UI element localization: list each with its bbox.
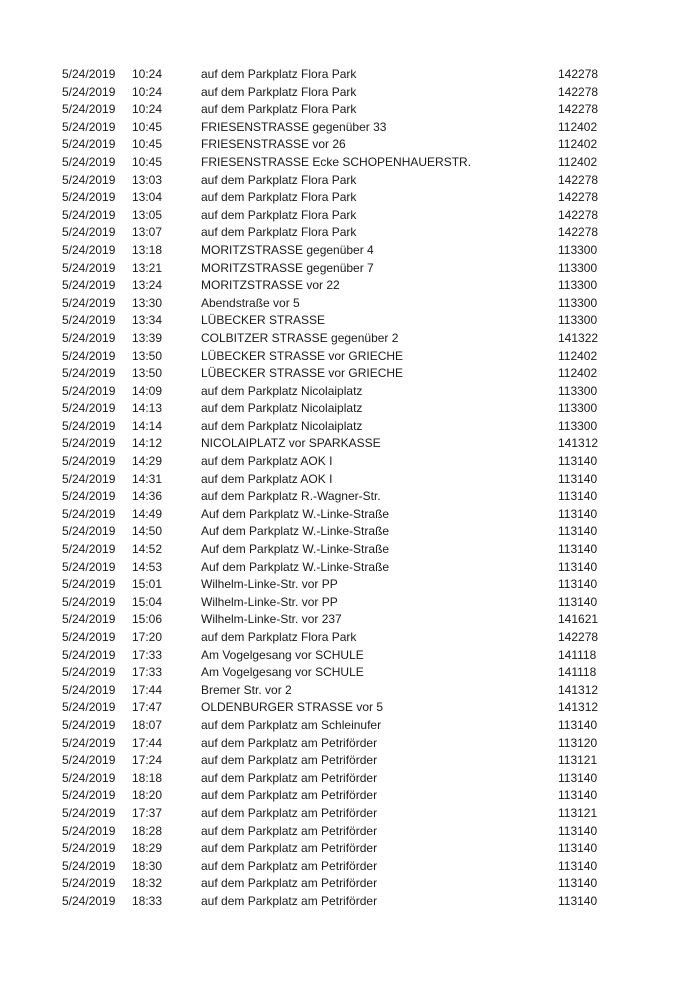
date-cell: 5/24/2019 [62, 242, 116, 257]
time-cell: 18:07 [132, 717, 163, 732]
time-cell: 14:09 [132, 383, 163, 398]
table-row [62, 647, 622, 665]
table-row [62, 365, 622, 383]
time-cell: 13:39 [132, 330, 163, 345]
time-cell: 18:33 [132, 893, 163, 908]
location-cell: auf dem Parkplatz Flora Park [201, 225, 357, 240]
table-row [62, 488, 622, 506]
code-cell: 113140 [558, 471, 598, 486]
table-row [62, 875, 622, 893]
location-cell: Wilhelm-Linke-Str. vor PP [201, 594, 338, 609]
date-cell: 5/24/2019 [62, 278, 116, 293]
date-cell: 5/24/2019 [62, 401, 116, 416]
location-cell: LÜBECKER STRASSE vor GRIECHE [201, 348, 404, 363]
location-cell: auf dem Parkplatz Nicolaiplatz [201, 383, 363, 398]
table-row [62, 523, 622, 541]
location-cell: auf dem Parkplatz Flora Park [201, 190, 357, 205]
table-row [62, 770, 622, 788]
location-cell: auf dem Parkplatz Flora Park [201, 630, 357, 644]
table-row [62, 805, 622, 823]
date-cell: 5/24/2019 [62, 594, 116, 609]
code-cell: 113300 [558, 278, 598, 293]
table-row [62, 418, 622, 436]
table-row [62, 629, 622, 647]
location-cell: COLBITZER STRASSE gegenüber 2 [201, 330, 399, 345]
date-cell: 5/24/2019 [62, 700, 116, 715]
table-row [62, 84, 622, 102]
time-cell: 13:24 [132, 278, 163, 293]
date-cell: 5/24/2019 [62, 67, 116, 81]
date-cell: 5/24/2019 [62, 577, 116, 592]
time-cell: 10:45 [132, 119, 163, 134]
table-row [62, 101, 622, 119]
date-cell: 5/24/2019 [62, 559, 116, 574]
table-row [62, 348, 622, 366]
location-cell: auf dem Parkplatz Flora Park [201, 172, 357, 187]
time-cell: 13:04 [132, 190, 163, 205]
location-cell: auf dem Parkplatz R.-Wagner-Str. [201, 489, 381, 504]
time-cell: 13:50 [132, 348, 163, 363]
table-row [62, 823, 622, 841]
location-cell: auf dem Parkplatz am Schleinufer [201, 717, 382, 732]
date-cell: 5/24/2019 [62, 454, 116, 469]
table-row [62, 541, 622, 559]
table-row [62, 453, 622, 471]
date-cell: 5/24/2019 [62, 805, 116, 820]
code-cell: 113140 [558, 559, 598, 574]
time-cell: 14:53 [132, 559, 163, 574]
time-cell: 14:36 [132, 489, 163, 504]
time-cell: 10:24 [132, 67, 163, 81]
date-cell: 5/24/2019 [62, 876, 116, 891]
time-cell: 13:34 [132, 313, 163, 328]
location-cell: auf dem Parkplatz Flora Park [201, 102, 357, 117]
date-cell: 5/24/2019 [62, 436, 116, 451]
location-cell: OLDENBURGER STRASSE vor 5 [201, 700, 384, 715]
time-cell: 14:12 [132, 436, 163, 451]
time-cell: 15:04 [132, 594, 163, 609]
location-cell: auf dem Parkplatz Nicolaiplatz [201, 401, 363, 416]
location-cell: Wilhelm-Linke-Str. vor 237 [201, 612, 342, 627]
code-cell: 141322 [558, 330, 599, 345]
table-row [62, 858, 622, 876]
records-table [62, 66, 622, 911]
code-cell: 113140 [558, 524, 598, 539]
table-row [62, 224, 622, 242]
code-cell: 141621 [558, 612, 599, 627]
table-row [62, 893, 622, 911]
location-cell: auf dem Parkplatz am Petriförder [201, 893, 378, 908]
time-cell: 13:21 [132, 260, 163, 275]
date-cell: 5/24/2019 [62, 154, 116, 169]
time-cell: 14:14 [132, 418, 163, 433]
table-row [62, 260, 622, 278]
code-cell: 113121 [558, 805, 598, 820]
date-cell: 5/24/2019 [62, 858, 116, 873]
code-cell: 113140 [558, 577, 598, 592]
table-row [62, 435, 622, 453]
time-cell: 18:20 [132, 788, 163, 803]
code-cell: 113140 [558, 876, 598, 891]
table-row [62, 752, 622, 770]
date-cell: 5/24/2019 [62, 788, 116, 803]
location-cell: auf dem Parkplatz Flora Park [201, 207, 357, 222]
code-cell: 113140 [558, 788, 598, 803]
location-cell: auf dem Parkplatz am Petriförder [201, 805, 378, 820]
time-cell: 18:30 [132, 858, 163, 873]
table-row [62, 717, 622, 735]
time-cell: 17:33 [132, 647, 163, 662]
date-cell: 5/24/2019 [62, 330, 116, 345]
location-cell: FRIESENSTRASSE Ecke SCHOPENHAUERSTR. [201, 154, 472, 169]
table-row [62, 295, 622, 313]
table-row [62, 735, 622, 753]
code-cell: 113140 [558, 893, 598, 908]
time-cell: 18:18 [132, 770, 163, 785]
time-cell: 18:29 [132, 841, 163, 856]
code-cell: 113140 [558, 489, 598, 504]
date-cell: 5/24/2019 [62, 647, 116, 662]
location-cell: auf dem Parkplatz am Petriförder [201, 770, 378, 785]
time-cell: 13:30 [132, 295, 163, 310]
time-cell: 17:47 [132, 700, 163, 715]
time-cell: 10:45 [132, 137, 163, 152]
code-cell: 113300 [558, 242, 598, 257]
date-cell: 5/24/2019 [62, 506, 116, 521]
time-cell: 14:50 [132, 524, 163, 539]
location-cell: Auf dem Parkplatz W.-Linke-Straße [201, 559, 390, 574]
time-cell: 13:18 [132, 242, 163, 257]
table-row [62, 594, 622, 612]
date-cell: 5/24/2019 [62, 102, 116, 117]
location-cell: auf dem Parkplatz AOK I [201, 471, 333, 486]
time-cell: 13:07 [132, 225, 163, 240]
location-cell: auf dem Parkplatz Flora Park [201, 67, 357, 81]
table-row [62, 699, 622, 717]
code-cell: 141312 [558, 682, 599, 697]
time-cell: 17:44 [132, 735, 163, 750]
date-cell: 5/24/2019 [62, 348, 116, 363]
code-cell: 113300 [558, 313, 598, 328]
date-cell: 5/24/2019 [62, 383, 116, 398]
location-cell: NICOLAIPLATZ vor SPARKASSE [201, 436, 381, 451]
location-cell: FRIESENSTRASSE vor 26 [201, 137, 346, 152]
time-cell: 13:50 [132, 366, 163, 381]
date-cell: 5/24/2019 [62, 225, 116, 240]
time-cell: 17:37 [132, 805, 163, 820]
table-row [62, 400, 622, 418]
time-cell: 14:52 [132, 542, 163, 557]
location-cell: auf dem Parkplatz am Petriförder [201, 788, 378, 803]
code-cell: 141118 [558, 647, 597, 662]
code-cell: 141118 [558, 665, 597, 680]
code-cell: 142278 [558, 190, 599, 205]
table-row [62, 611, 622, 629]
location-cell: LÜBECKER STRASSE vor GRIECHE [201, 366, 404, 381]
code-cell: 142278 [558, 225, 599, 240]
location-cell: auf dem Parkplatz am Petriförder [201, 841, 378, 856]
location-cell: Am Vogelgesang vor SCHULE [201, 665, 364, 680]
date-cell: 5/24/2019 [62, 489, 116, 504]
date-cell: 5/24/2019 [62, 84, 116, 99]
table-row [62, 383, 622, 401]
code-cell: 113120 [558, 735, 598, 750]
time-cell: 18:28 [132, 823, 163, 838]
table-row [62, 277, 622, 295]
date-cell: 5/24/2019 [62, 119, 116, 134]
date-cell: 5/24/2019 [62, 682, 116, 697]
code-cell: 113140 [558, 594, 598, 609]
table-row [62, 664, 622, 682]
code-cell: 113140 [558, 717, 598, 732]
time-cell: 17:24 [132, 753, 163, 768]
code-cell: 112402 [558, 366, 598, 381]
date-cell: 5/24/2019 [62, 770, 116, 785]
code-cell: 113300 [558, 260, 598, 275]
table-row [62, 787, 622, 805]
time-cell: 15:01 [132, 577, 163, 592]
code-cell: 113140 [558, 841, 598, 856]
time-cell: 17:20 [132, 630, 163, 644]
code-cell: 113140 [558, 542, 598, 557]
location-cell: Auf dem Parkplatz W.-Linke-Straße [201, 524, 390, 539]
location-cell: Auf dem Parkplatz W.-Linke-Straße [201, 542, 390, 557]
date-cell: 5/24/2019 [62, 366, 116, 381]
time-cell: 14:13 [132, 401, 163, 416]
time-cell: 13:03 [132, 172, 163, 187]
code-cell: 142278 [558, 84, 599, 99]
table-row [62, 154, 622, 172]
code-cell: 113140 [558, 506, 598, 521]
table-row [62, 330, 622, 348]
location-cell: LÜBECKER STRASSE [201, 313, 326, 328]
location-cell: auf dem Parkplatz am Petriförder [201, 735, 378, 750]
location-cell: auf dem Parkplatz am Petriförder [201, 876, 378, 891]
table-row [62, 576, 622, 594]
table-row [62, 119, 622, 137]
code-cell: 113300 [558, 383, 598, 398]
code-cell: 112402 [558, 154, 598, 169]
code-cell: 113300 [558, 295, 598, 310]
time-cell: 14:49 [132, 506, 163, 521]
date-cell: 5/24/2019 [62, 823, 116, 838]
table-row [62, 471, 622, 489]
location-cell: auf dem Parkplatz Nicolaiplatz [201, 418, 363, 433]
date-cell: 5/24/2019 [62, 630, 116, 644]
code-cell: 113140 [558, 858, 598, 873]
date-cell: 5/24/2019 [62, 260, 116, 275]
time-cell: 10:24 [132, 102, 163, 117]
location-cell: auf dem Parkplatz am Petriförder [201, 858, 378, 873]
code-cell: 112402 [558, 348, 598, 363]
table-row [62, 189, 622, 207]
time-cell: 14:31 [132, 471, 163, 486]
time-cell: 14:29 [132, 454, 163, 469]
date-cell: 5/24/2019 [62, 190, 116, 205]
code-cell: 113300 [558, 401, 598, 416]
location-cell: Abendstraße vor 5 [201, 295, 300, 310]
date-cell: 5/24/2019 [62, 313, 116, 328]
location-cell: auf dem Parkplatz am Petriförder [201, 823, 378, 838]
date-cell: 5/24/2019 [62, 753, 116, 768]
time-cell: 17:44 [132, 682, 163, 697]
location-cell: MORITZSTRASSE vor 22 [201, 278, 340, 293]
date-cell: 5/24/2019 [62, 841, 116, 856]
time-cell: 17:33 [132, 665, 163, 680]
table-row [62, 242, 622, 260]
time-cell: 15:06 [132, 612, 163, 627]
location-cell: auf dem Parkplatz AOK I [201, 454, 333, 469]
location-cell: FRIESENSTRASSE gegenüber 33 [201, 119, 387, 134]
date-cell: 5/24/2019 [62, 542, 116, 557]
location-cell: MORITZSTRASSE gegenüber 7 [201, 260, 374, 275]
time-cell: 18:32 [132, 876, 163, 891]
code-cell: 113121 [558, 753, 598, 768]
location-cell: Auf dem Parkplatz W.-Linke-Straße [201, 506, 390, 521]
date-cell: 5/24/2019 [62, 207, 116, 222]
code-cell: 141312 [558, 700, 599, 715]
code-cell: 142278 [558, 630, 599, 644]
code-cell: 112402 [558, 119, 598, 134]
code-cell: 142278 [558, 172, 599, 187]
date-cell: 5/24/2019 [62, 612, 116, 627]
location-cell: Am Vogelgesang vor SCHULE [201, 647, 364, 662]
code-cell: 112402 [558, 137, 598, 152]
table-row [62, 207, 622, 225]
time-cell: 13:05 [132, 207, 163, 222]
code-cell: 142278 [558, 67, 599, 81]
time-cell: 10:24 [132, 84, 163, 99]
location-cell: Wilhelm-Linke-Str. vor PP [201, 577, 338, 592]
table-row [62, 66, 622, 84]
code-cell: 113140 [558, 823, 598, 838]
code-cell: 113140 [558, 770, 598, 785]
location-cell: auf dem Parkplatz Flora Park [201, 84, 357, 99]
location-cell: auf dem Parkplatz am Petriförder [201, 753, 378, 768]
table-row [62, 682, 622, 700]
table-row [62, 172, 622, 190]
code-cell: 113300 [558, 418, 598, 433]
date-cell: 5/24/2019 [62, 735, 116, 750]
date-cell: 5/24/2019 [62, 717, 116, 732]
date-cell: 5/24/2019 [62, 295, 116, 310]
date-cell: 5/24/2019 [62, 665, 116, 680]
code-cell: 113140 [558, 454, 598, 469]
code-cell: 142278 [558, 102, 599, 117]
date-cell: 5/24/2019 [62, 471, 116, 486]
location-cell: MORITZSTRASSE gegenüber 4 [201, 242, 374, 257]
date-cell: 5/24/2019 [62, 524, 116, 539]
table-row [62, 312, 622, 330]
location-cell: Bremer Str. vor 2 [201, 682, 292, 697]
date-cell: 5/24/2019 [62, 137, 116, 152]
table-row [62, 136, 622, 154]
code-cell: 142278 [558, 207, 599, 222]
table-row [62, 840, 622, 858]
date-cell: 5/24/2019 [62, 172, 116, 187]
code-cell: 141312 [558, 436, 599, 451]
date-cell: 5/24/2019 [62, 418, 116, 433]
table-row [62, 506, 622, 524]
table-row [62, 559, 622, 577]
date-cell: 5/24/2019 [62, 893, 116, 908]
time-cell: 10:45 [132, 154, 163, 169]
